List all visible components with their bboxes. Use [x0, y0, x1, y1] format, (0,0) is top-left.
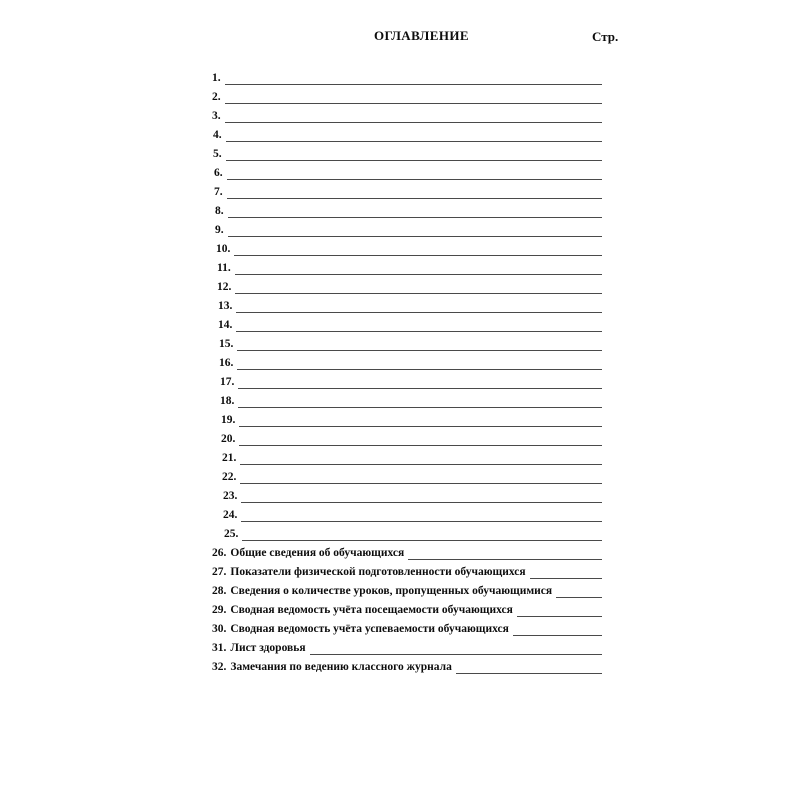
toc-fill-line	[225, 111, 602, 123]
toc-number: 21.	[222, 452, 237, 464]
toc-fill-line	[513, 624, 602, 636]
toc-row	[212, 142, 602, 161]
toc-number: 11.	[217, 262, 231, 274]
toc-number: 26.	[212, 547, 227, 559]
toc-number: 29.	[212, 604, 227, 616]
toc-number: 3.	[212, 110, 221, 122]
toc-row	[212, 85, 602, 104]
toc-number: 17.	[220, 376, 235, 388]
toc-row	[212, 465, 602, 484]
toc-fill-line	[530, 567, 602, 579]
toc-fill-line	[240, 472, 602, 484]
toc-row	[212, 598, 602, 617]
toc-number: 18.	[220, 395, 235, 407]
toc-fill-line	[240, 453, 602, 465]
toc-fill-line	[241, 491, 602, 503]
toc-fill-line	[408, 548, 602, 560]
toc-row	[212, 484, 602, 503]
toc-entry-label: Общие сведения об обучающихся	[230, 547, 405, 559]
toc-entry-label: Сведения о количестве уроков, пропущенных обучающимися	[230, 585, 553, 597]
toc-fill-line	[235, 282, 602, 294]
toc-fill-line	[235, 263, 602, 275]
toc-row	[212, 180, 602, 199]
toc-fill-line	[236, 301, 602, 313]
toc-number: 30.	[212, 623, 227, 635]
toc-fill-line	[238, 396, 602, 408]
toc-number: 1.	[212, 72, 221, 84]
toc-number: 28.	[212, 585, 227, 597]
table-of-contents	[212, 66, 602, 674]
toc-row	[212, 541, 602, 560]
toc-fill-line	[456, 662, 602, 674]
toc-fill-line	[226, 130, 602, 142]
toc-row	[212, 237, 602, 256]
toc-fill-line	[227, 168, 602, 180]
toc-fill-line	[228, 206, 602, 218]
toc-number: 20.	[221, 433, 236, 445]
toc-row	[212, 351, 602, 370]
toc-number: 5.	[213, 148, 222, 160]
toc-entry-label: Сводная ведомость учёта посещаемости обучающихся	[230, 604, 513, 616]
toc-row	[212, 655, 602, 674]
toc-number: 10.	[216, 243, 231, 255]
toc-number: 15.	[219, 338, 234, 350]
toc-fill-line	[238, 377, 602, 389]
toc-number: 32.	[212, 661, 227, 673]
toc-row	[212, 408, 602, 427]
toc-row	[212, 579, 602, 598]
toc-number: 8.	[215, 205, 224, 217]
toc-row	[212, 123, 602, 142]
toc-fill-line	[225, 92, 602, 104]
toc-row	[212, 199, 602, 218]
toc-row	[212, 370, 602, 389]
toc-number: 23.	[223, 490, 238, 502]
toc-fill-line	[310, 643, 602, 655]
toc-fill-line	[234, 244, 602, 256]
toc-number: 12.	[217, 281, 232, 293]
toc-number: 24.	[223, 509, 238, 521]
toc-row	[212, 218, 602, 237]
toc-fill-line	[241, 510, 602, 522]
toc-number: 13.	[218, 300, 233, 312]
page-column-header: Стр.	[592, 29, 619, 44]
toc-row	[212, 256, 602, 275]
toc-number: 19.	[221, 414, 236, 426]
toc-fill-line	[237, 339, 602, 351]
toc-row	[212, 275, 602, 294]
toc-row	[212, 446, 602, 465]
toc-entry-label: Показатели физической подготовленности обучающихся	[230, 566, 526, 578]
page-title: ОГЛАВЛЕНИЕ	[374, 28, 469, 43]
toc-fill-line	[239, 434, 602, 446]
toc-row	[212, 560, 602, 579]
toc-entry-label: Лист здоровья	[230, 642, 306, 654]
toc-number: 22.	[222, 471, 237, 483]
toc-number: 6.	[214, 167, 223, 179]
toc-row	[212, 427, 602, 446]
toc-fill-line	[517, 605, 602, 617]
document-header	[0, 28, 800, 48]
toc-fill-line	[239, 415, 602, 427]
toc-fill-line	[237, 358, 602, 370]
toc-row	[212, 161, 602, 180]
toc-fill-line	[225, 73, 602, 85]
toc-entry-label: Замечания по ведению классного журнала	[230, 661, 452, 673]
toc-number: 2.	[212, 91, 221, 103]
toc-row	[212, 104, 602, 123]
toc-number: 27.	[212, 566, 227, 578]
toc-row	[212, 313, 602, 332]
toc-number: 16.	[219, 357, 234, 369]
toc-number: 14.	[218, 319, 233, 331]
toc-fill-line	[227, 187, 602, 199]
toc-fill-line	[236, 320, 602, 332]
toc-row	[212, 332, 602, 351]
toc-number: 7.	[214, 186, 223, 198]
toc-number: 4.	[213, 129, 222, 141]
toc-fill-line	[242, 529, 602, 541]
toc-number: 31.	[212, 642, 227, 654]
toc-row	[212, 294, 602, 313]
toc-number: 25.	[224, 528, 239, 540]
toc-row	[212, 617, 602, 636]
toc-row	[212, 522, 602, 541]
toc-number: 9.	[215, 224, 224, 236]
toc-row	[212, 503, 602, 522]
toc-entry-label: Сводная ведомость учёта успеваемости обучающихся	[230, 623, 509, 635]
toc-row	[212, 389, 602, 408]
toc-row	[212, 66, 602, 85]
toc-row	[212, 636, 602, 655]
toc-fill-line	[228, 225, 602, 237]
toc-fill-line	[226, 149, 602, 161]
toc-fill-line	[556, 586, 602, 598]
